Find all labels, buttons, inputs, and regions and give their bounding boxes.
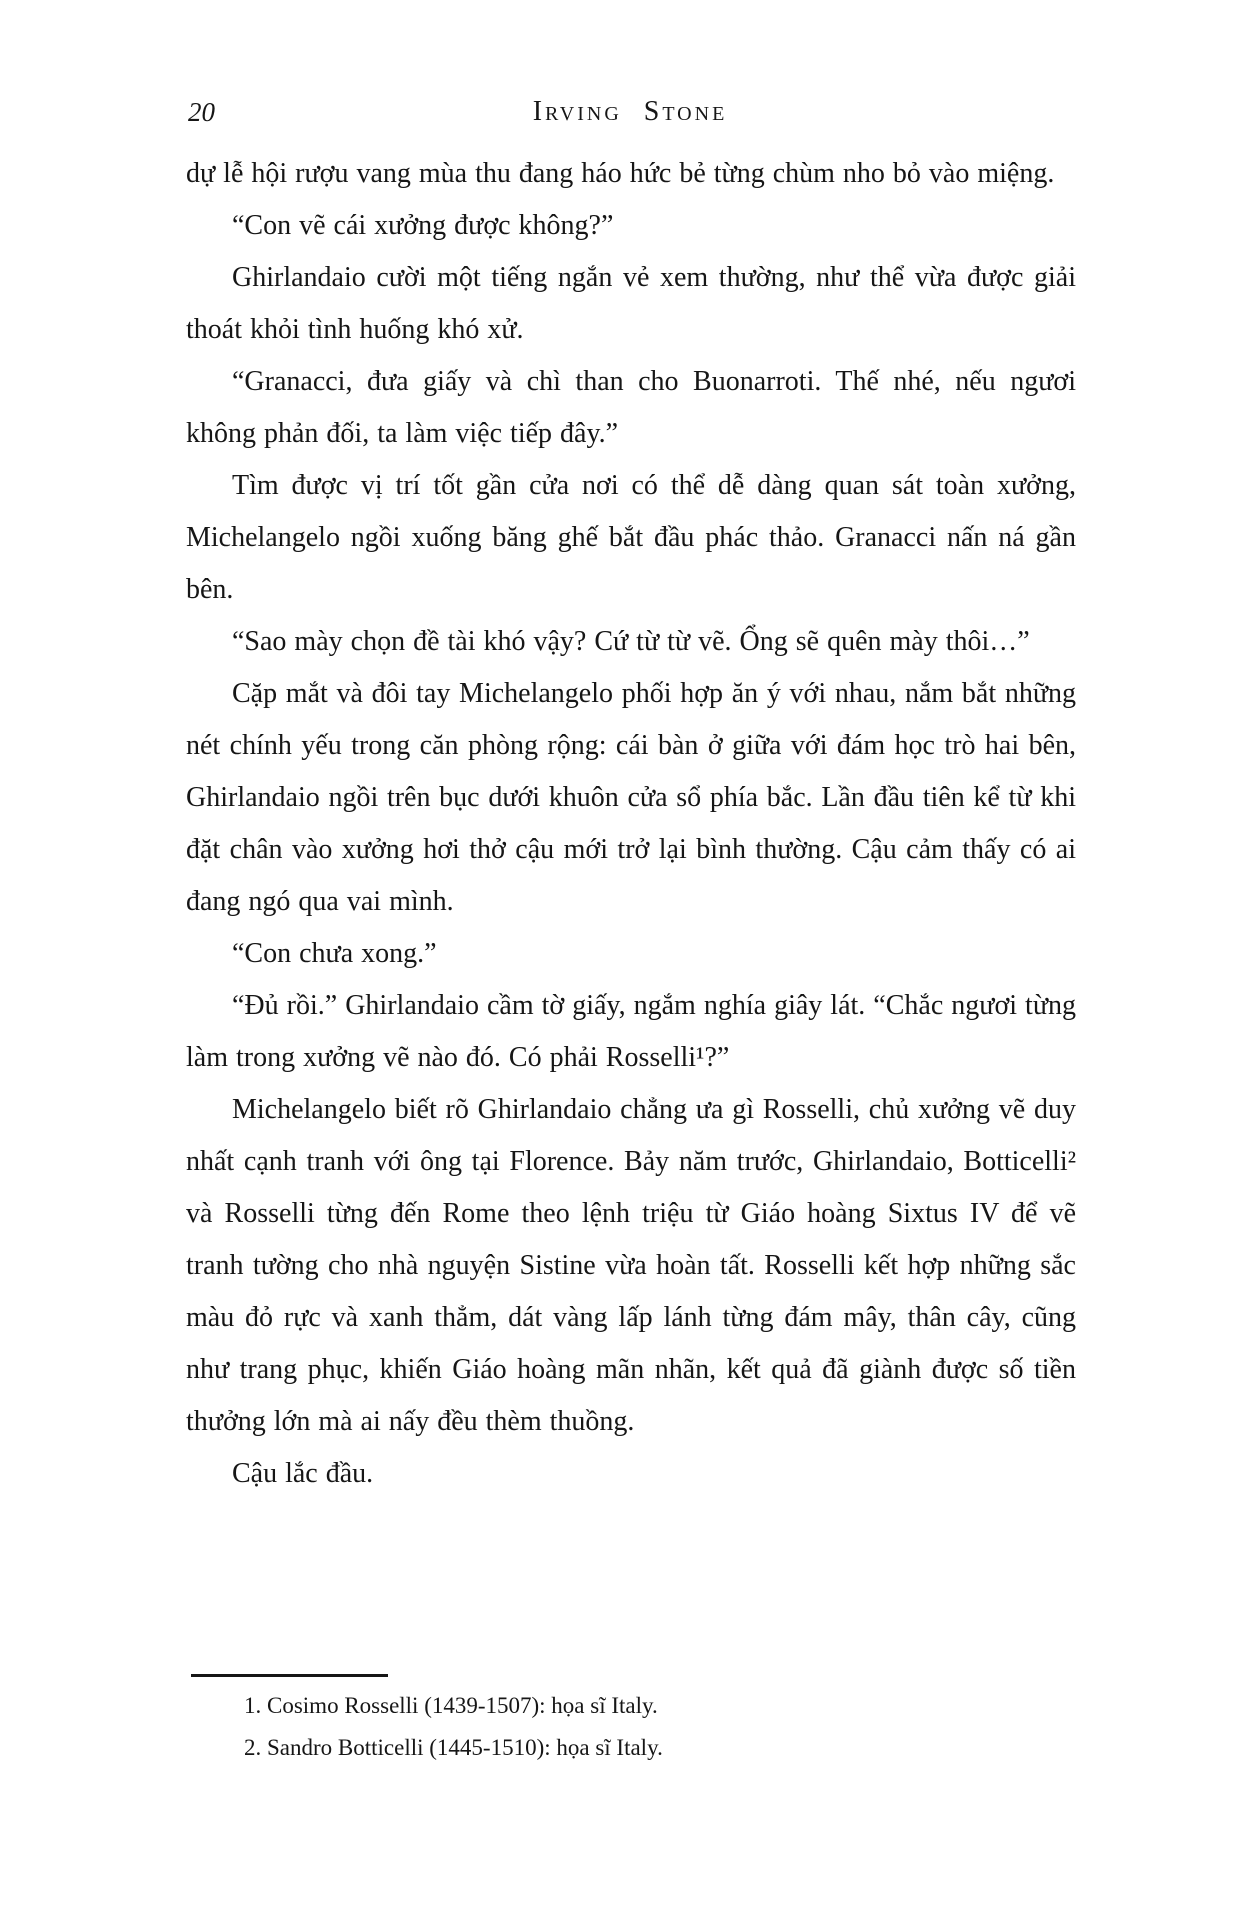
paragraph: Ghirlandaio cười một tiếng ngắn vẻ xem thường, như thể vừa được giải thoát khỏi tình huống khó xử. bbox=[186, 262, 1076, 345]
page-header bbox=[186, 96, 1074, 132]
paragraph: Michelangelo biết rõ Ghirlandaio chẳng ưa gì Rosselli, chủ xưởng vẽ duy nhất cạnh tranh với ông tại Florence. Bảy năm trước, Ghirlandaio, Botticelli² và Rosselli từng đến Rome theo lệnh triệu từ Giáo hoàng Sixtus IV để vẽ tranh tường cho nhà nguyện Sistine vừa hoàn tất. Rosselli kết hợp những sắc màu đỏ rực và xanh thẳm, dát vàng lấp lánh từng đám mây, thân cây, cũng như trang phục, khiến Giáo hoàng mãn nhãn, kết quả đã giành được số tiền thưởng lớn mà ai nấy đều thèm thuồng. bbox=[186, 1094, 1076, 1437]
paragraph: “Con chưa xong.” bbox=[232, 938, 437, 969]
footnote-rule bbox=[191, 1674, 388, 1677]
paragraph: Tìm được vị trí tốt gần cửa nơi có thể dễ dàng quan sát toàn xưởng, Michelangelo ngồi xuống băng ghế bắt đầu phác thảo. Granacci nấn ná gần bên. bbox=[186, 470, 1076, 605]
paragraph: Cặp mắt và đôi tay Michelangelo phối hợp ăn ý với nhau, nắm bắt những nét chính yếu trong căn phòng rộng: cái bàn ở giữa với đám học trò hai bên, Ghirlandaio ngồi trên bục dưới khuôn cửa sổ phía bắc. Lần đầu tiên kể từ khi đặt chân vào xưởng hơi thở cậu mới trở lại bình thường. Cậu cảm thấy có ai đang ngó qua vai mình. bbox=[186, 678, 1076, 917]
paragraph: “Sao mày chọn đề tài khó vậy? Cứ từ từ vẽ. Ổng sẽ quên mày thôi…” bbox=[232, 626, 1030, 657]
footnotes-section bbox=[186, 1674, 1076, 1769]
footnote: 1. Cosimo Rosselli (1439-1507): họa sĩ Italy. bbox=[244, 1693, 658, 1718]
footnote: 2. Sandro Botticelli (1445-1510): họa sĩ Italy. bbox=[244, 1735, 663, 1760]
page-number: 20 bbox=[188, 97, 215, 127]
paragraph: “Đủ rồi.” Ghirlandaio cầm tờ giấy, ngắm nghía giây lát. “Chắc ngươi từng làm trong xưởng vẽ nào đó. Có phải Rosselli¹?” bbox=[186, 990, 1076, 1073]
running-title: Irving Stone bbox=[532, 96, 728, 127]
paragraph: dự lễ hội rượu vang mùa thu đang háo hức bẻ từng chùm nho bỏ vào miệng. bbox=[186, 158, 1055, 189]
paragraph: Cậu lắc đầu. bbox=[232, 1458, 374, 1489]
paragraph: “Granacci, đưa giấy và chì than cho Buonarroti. Thế nhé, nếu ngươi không phản đối, ta làm việc tiếp đây.” bbox=[186, 366, 1076, 449]
page-body bbox=[186, 148, 1076, 1500]
paragraph: “Con vẽ cái xưởng được không?” bbox=[232, 210, 614, 241]
